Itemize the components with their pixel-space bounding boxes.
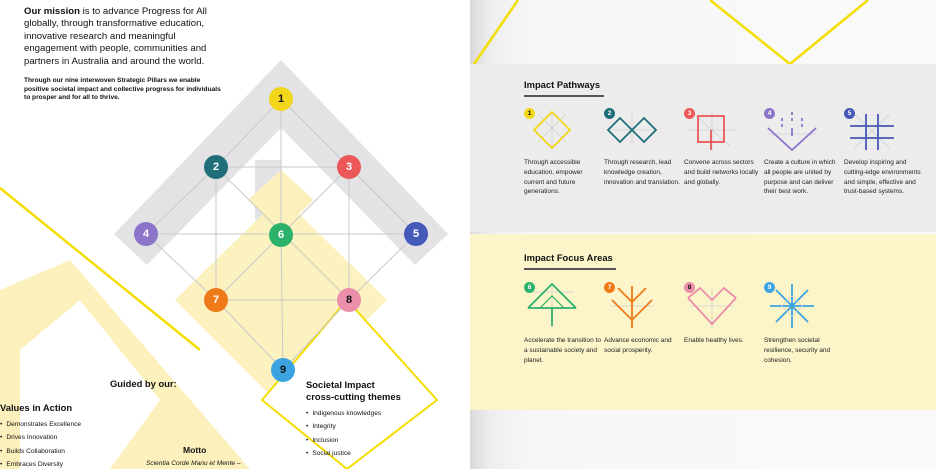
values-heading: Values in Action (0, 402, 73, 413)
focus-card-6 (524, 282, 602, 365)
pillar-node-8 (337, 288, 361, 312)
pillar-node-4 (134, 222, 158, 246)
focus-card-8 (684, 282, 762, 346)
focus-description: Advance economic and social prosperity. (604, 337, 672, 354)
pathway-card-1 (524, 108, 602, 197)
pillar-node-1 (269, 87, 293, 111)
impact-pathways-section (470, 64, 936, 232)
pillar-node-label: 8 (345, 294, 353, 306)
themes-item: • Social justice (306, 447, 381, 460)
values-list (0, 418, 81, 469)
themes-heading-line1: Societal Impact (306, 379, 375, 390)
focus-card-9 (764, 282, 842, 365)
pillars-intro: Through our nine interwoven Strategic Pillars we enable positive societal impact and collective progress for individuals to prosper and for all to thrive. (24, 77, 221, 102)
pathway-badge: 5 (844, 108, 855, 119)
values-item: • Builds Collaboration (0, 445, 81, 458)
motto-heading: Motto (183, 445, 207, 455)
mission-lead: Our mission (24, 6, 80, 17)
focus-badge: 7 (604, 282, 615, 293)
themes-heading-line2: cross-cutting themes (306, 391, 401, 402)
pathway-card-5 (844, 108, 922, 197)
pillar-node-label: 2 (212, 161, 220, 173)
pathway-description: Create a culture in which all people are united by purpose and can deliver their best work. (764, 159, 836, 196)
motto-text: Scientia Corde Manu et Mente – (146, 460, 241, 467)
pathway-description: Through research, lead knowledge creation, innovation and translation. (604, 159, 680, 186)
pathway-badge: 1 (524, 108, 535, 119)
pillar-node-3 (337, 155, 361, 179)
pillar-node-7 (204, 288, 228, 312)
impact-focus-section (470, 234, 936, 410)
pillar-node-label: 9 (279, 364, 287, 376)
focus-badge: 8 (684, 282, 695, 293)
pillar-node-label: 5 (412, 228, 420, 240)
pathway-description: Develop inspiring and cutting-edge environments and simple, effective and trust-based systems. (844, 159, 921, 196)
pathway-card-4 (764, 108, 842, 197)
pathway-badge: 3 (684, 108, 695, 119)
pillar-node-6 (269, 223, 293, 247)
impact-focus-title: Impact Focus Areas (524, 252, 613, 263)
values-item: • Embraces Diversity (0, 458, 81, 469)
impact-focus-rule (524, 268, 616, 270)
values-item: • Demonstrates Excellence (0, 418, 81, 431)
pillar-node-5 (404, 222, 428, 246)
pathway-badge: 4 (764, 108, 775, 119)
themes-item: • Indigenous knowledges (306, 407, 381, 420)
pillar-node-label: 7 (212, 294, 220, 306)
pillar-node-label: 1 (277, 93, 285, 105)
focus-description: Enable healthy lives. (684, 337, 744, 344)
mission-body: is to advance Progress for All globally, through transformative education, innovative research and meaningful engagement with people, communities and partners in Australia and around the world. (24, 6, 207, 67)
pathway-description: Convene across sectors and build networks locally and globally. (684, 159, 759, 186)
focus-description: Strengthen societal resilience, security and cohesion. (764, 337, 831, 364)
focus-badge: 9 (764, 282, 775, 293)
themes-list (306, 407, 381, 461)
themes-item: • Inclusion (306, 434, 381, 447)
pathway-card-2 (604, 108, 682, 187)
impact-pathways-title: Impact Pathways (524, 79, 601, 90)
themes-item: • Integrity (306, 420, 381, 433)
pathway-card-3 (684, 108, 762, 187)
pillar-node-label: 3 (345, 161, 353, 173)
pillar-node-2 (204, 155, 228, 179)
focus-card-7 (604, 282, 682, 356)
themes-heading (306, 379, 401, 403)
guided-by-heading: Guided by our: (110, 378, 177, 389)
pillar-node-label: 6 (277, 229, 285, 241)
pathway-description: Through accessible education, empower current and future generations. (524, 159, 583, 196)
pillar-node-label: 4 (142, 228, 150, 240)
impact-pathways-rule (524, 95, 604, 97)
focus-description: Accelerate the transition to a sustainable society and planet. (524, 337, 601, 364)
mission-statement (24, 6, 224, 68)
right-page (470, 0, 936, 469)
focus-badge: 6 (524, 282, 535, 293)
pillar-node-9 (271, 358, 295, 382)
pathway-badge: 2 (604, 108, 615, 119)
values-item: • Drives Innovation (0, 431, 81, 444)
